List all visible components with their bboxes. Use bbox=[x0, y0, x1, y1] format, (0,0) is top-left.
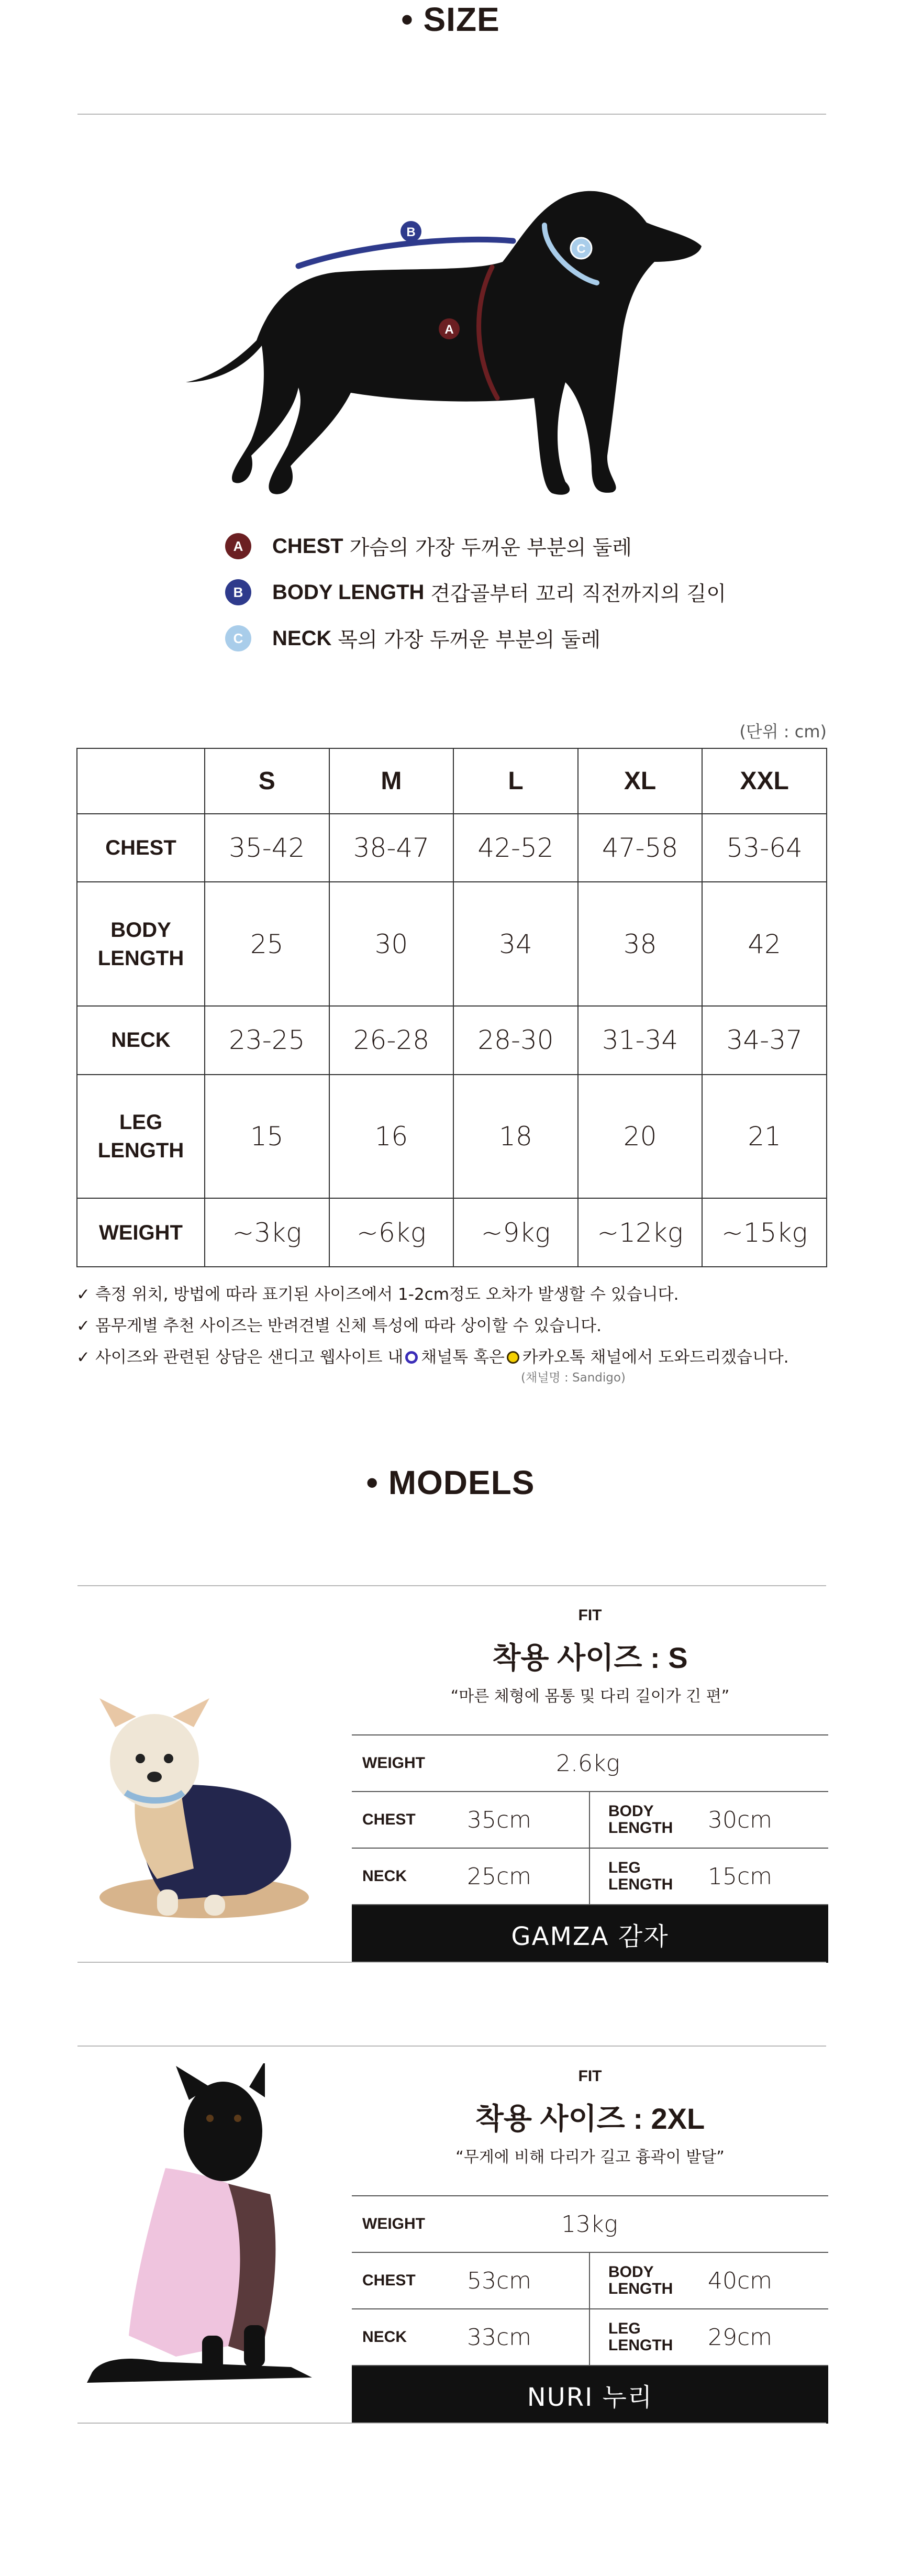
table-row bbox=[352, 1735, 828, 1792]
table-cell: 35-42 bbox=[205, 814, 329, 882]
body-length-measure-line bbox=[298, 239, 513, 266]
chest-value: 53cm bbox=[467, 2267, 532, 2294]
body-length-label: BODY LENGTH bbox=[608, 2263, 673, 2297]
wear-size: 착용 사이즈 : 2XL bbox=[475, 2102, 705, 2135]
model-card-gamza bbox=[352, 1607, 828, 1963]
table-cell: 20 bbox=[578, 1075, 703, 1198]
table-corner-cell bbox=[77, 748, 205, 814]
leg-length-label: LEG LENGTH bbox=[608, 1859, 673, 1893]
model-description: “마른 체형에 몸통 및 다리 길이가 긴 편” bbox=[450, 1687, 730, 1706]
table-cell: 34 bbox=[453, 882, 578, 1005]
table-cell: ~6kg bbox=[329, 1198, 454, 1267]
wear-size: 착용 사이즈 : S bbox=[492, 1641, 688, 1674]
legend-item-neck bbox=[225, 623, 600, 654]
table-row bbox=[352, 2253, 828, 2309]
dog-silhouette bbox=[186, 191, 702, 495]
table-cell: 42 bbox=[702, 882, 827, 1005]
weight-label: WEIGHT bbox=[362, 1754, 425, 1772]
chest-label: CHEST bbox=[362, 1811, 416, 1828]
chest-value: 35cm bbox=[467, 1806, 532, 1833]
model-name-bar: NURI 누리 bbox=[352, 2366, 828, 2424]
check-icon: ✓ bbox=[76, 1348, 90, 1367]
divider bbox=[589, 1792, 590, 1848]
size-table bbox=[76, 748, 827, 1267]
channel-name-note: (채널명 : Sandigo) bbox=[521, 1371, 626, 1385]
body-length-value: 30cm bbox=[708, 1806, 773, 1833]
table-cell: ~9kg bbox=[453, 1198, 578, 1267]
weight-label: WEIGHT bbox=[362, 2215, 425, 2232]
kakaotalk-icon bbox=[507, 1351, 519, 1364]
table-row bbox=[352, 2196, 828, 2253]
model-photo-nuri bbox=[71, 2063, 333, 2398]
table-row bbox=[352, 1849, 828, 1905]
row-header: LEG LENGTH bbox=[77, 1075, 205, 1198]
column-header: M bbox=[329, 748, 454, 814]
table-row bbox=[77, 1075, 827, 1198]
legend-desc: 가슴의 가장 두꺼운 부분의 둘레 bbox=[349, 536, 632, 560]
legend-key: BODY LENGTH bbox=[272, 580, 425, 604]
divider bbox=[77, 2046, 826, 2047]
table-cell: 23-25 bbox=[205, 1006, 329, 1075]
table-cell: 53-64 bbox=[702, 814, 827, 882]
table-cell: 47-58 bbox=[578, 814, 703, 882]
divider bbox=[77, 2423, 826, 2424]
model-measure-table bbox=[352, 1734, 828, 1905]
table-row bbox=[77, 882, 827, 1005]
models-section-title: • MODELS bbox=[366, 1464, 535, 1501]
table-row bbox=[352, 2309, 828, 2366]
model-card-nuri bbox=[352, 2068, 828, 2424]
check-icon: ✓ bbox=[76, 1317, 90, 1335]
leg-length-label: LEG LENGTH bbox=[608, 2320, 673, 2354]
table-cell: 15 bbox=[205, 1075, 329, 1198]
table-cell: 31-34 bbox=[578, 1006, 703, 1075]
row-header: BODY LENGTH bbox=[77, 882, 205, 1005]
svg-text:C: C bbox=[576, 242, 586, 256]
note-item: ✓ 몸무게별 추천 사이즈는 반려견별 신체 특성에 따라 상이할 수 있습니다. bbox=[76, 1317, 602, 1335]
column-header: XXL bbox=[702, 748, 827, 814]
divider bbox=[589, 2309, 590, 2365]
divider bbox=[77, 1962, 826, 1963]
table-cell: 28-30 bbox=[453, 1006, 578, 1075]
divider bbox=[77, 1585, 826, 1586]
table-cell: ~15kg bbox=[702, 1198, 827, 1267]
table-row bbox=[352, 1792, 828, 1849]
weight-value: 13kg bbox=[561, 2210, 618, 2238]
table-cell: 42-52 bbox=[453, 814, 578, 882]
svg-text:A: A bbox=[444, 323, 454, 337]
row-header: CHEST bbox=[77, 814, 205, 882]
table-cell: 34-37 bbox=[702, 1006, 827, 1075]
column-header: L bbox=[453, 748, 578, 814]
table-cell: ~3kg bbox=[205, 1198, 329, 1267]
legend-key: NECK bbox=[272, 626, 332, 650]
legend-desc: 목의 가장 두꺼운 부분의 둘레 bbox=[338, 628, 601, 652]
model-description: “무게에 비해 다리가 길고 흉곽이 발달” bbox=[455, 2148, 725, 2166]
column-header: S bbox=[205, 748, 329, 814]
size-section-title: • SIZE bbox=[401, 1, 500, 38]
badge-a-icon: A bbox=[225, 533, 251, 559]
table-cell: 18 bbox=[453, 1075, 578, 1198]
channel-talk-icon bbox=[405, 1351, 418, 1364]
legend-key: CHEST bbox=[272, 534, 343, 558]
body-length-value: 40cm bbox=[708, 2267, 773, 2294]
table-header-row bbox=[77, 748, 827, 814]
legend-item-chest bbox=[225, 530, 632, 562]
table-cell: 38-47 bbox=[329, 814, 454, 882]
unit-label: (단위 : cm) bbox=[739, 722, 827, 742]
table-cell: 25 bbox=[205, 882, 329, 1005]
table-cell: ~12kg bbox=[578, 1198, 703, 1267]
column-header: XL bbox=[578, 748, 703, 814]
table-cell: 21 bbox=[702, 1075, 827, 1198]
divider bbox=[77, 114, 826, 115]
model-measure-table bbox=[352, 2195, 828, 2366]
check-icon: ✓ bbox=[76, 1285, 90, 1304]
row-header: NECK bbox=[77, 1006, 205, 1075]
model-photo-gamza bbox=[79, 1670, 335, 1931]
table-cell: 38 bbox=[578, 882, 703, 1005]
table-cell: 16 bbox=[329, 1075, 454, 1198]
leg-length-value: 29cm bbox=[708, 2324, 773, 2351]
neck-label: NECK bbox=[362, 2328, 407, 2346]
row-header: WEIGHT bbox=[77, 1198, 205, 1267]
neck-label: NECK bbox=[362, 1867, 407, 1885]
neck-value: 25cm bbox=[467, 1863, 532, 1890]
divider bbox=[589, 1849, 590, 1904]
fit-label: FIT bbox=[578, 1607, 602, 1624]
badge-c-icon: C bbox=[225, 625, 251, 651]
divider bbox=[589, 2253, 590, 2308]
leg-length-value: 15cm bbox=[708, 1863, 773, 1890]
table-cell: 30 bbox=[329, 882, 454, 1005]
table-row bbox=[77, 1006, 827, 1075]
table-cell: 26-28 bbox=[329, 1006, 454, 1075]
table-row bbox=[77, 1198, 827, 1267]
neck-value: 33cm bbox=[467, 2324, 532, 2351]
svg-text:B: B bbox=[406, 225, 416, 239]
legend-desc: 견갑골부터 꼬리 직전까지의 길이 bbox=[430, 582, 727, 606]
note-item: ✓ 측정 위치, 방법에 따라 표기된 사이즈에서 1-2cm정도 오차가 발생할 수 있습니다. bbox=[76, 1285, 679, 1304]
fit-label: FIT bbox=[578, 2068, 602, 2085]
dog-measurement-diagram bbox=[178, 173, 717, 508]
weight-value: 2.6kg bbox=[556, 1750, 620, 1777]
chest-label: CHEST bbox=[362, 2272, 416, 2289]
model-name-bar: GAMZA 감자 bbox=[352, 1905, 828, 1963]
legend-item-body-length bbox=[225, 577, 726, 608]
body-length-label: BODY LENGTH bbox=[608, 1803, 673, 1837]
table-row bbox=[77, 814, 827, 882]
badge-b-icon: B bbox=[225, 579, 251, 605]
note-item: ✓ 사이즈와 관련된 상담은 샌디고 웹사이트 내 채널톡 혹은 카카오톡 채널에서 도와드리겠습니다. bbox=[76, 1348, 789, 1367]
